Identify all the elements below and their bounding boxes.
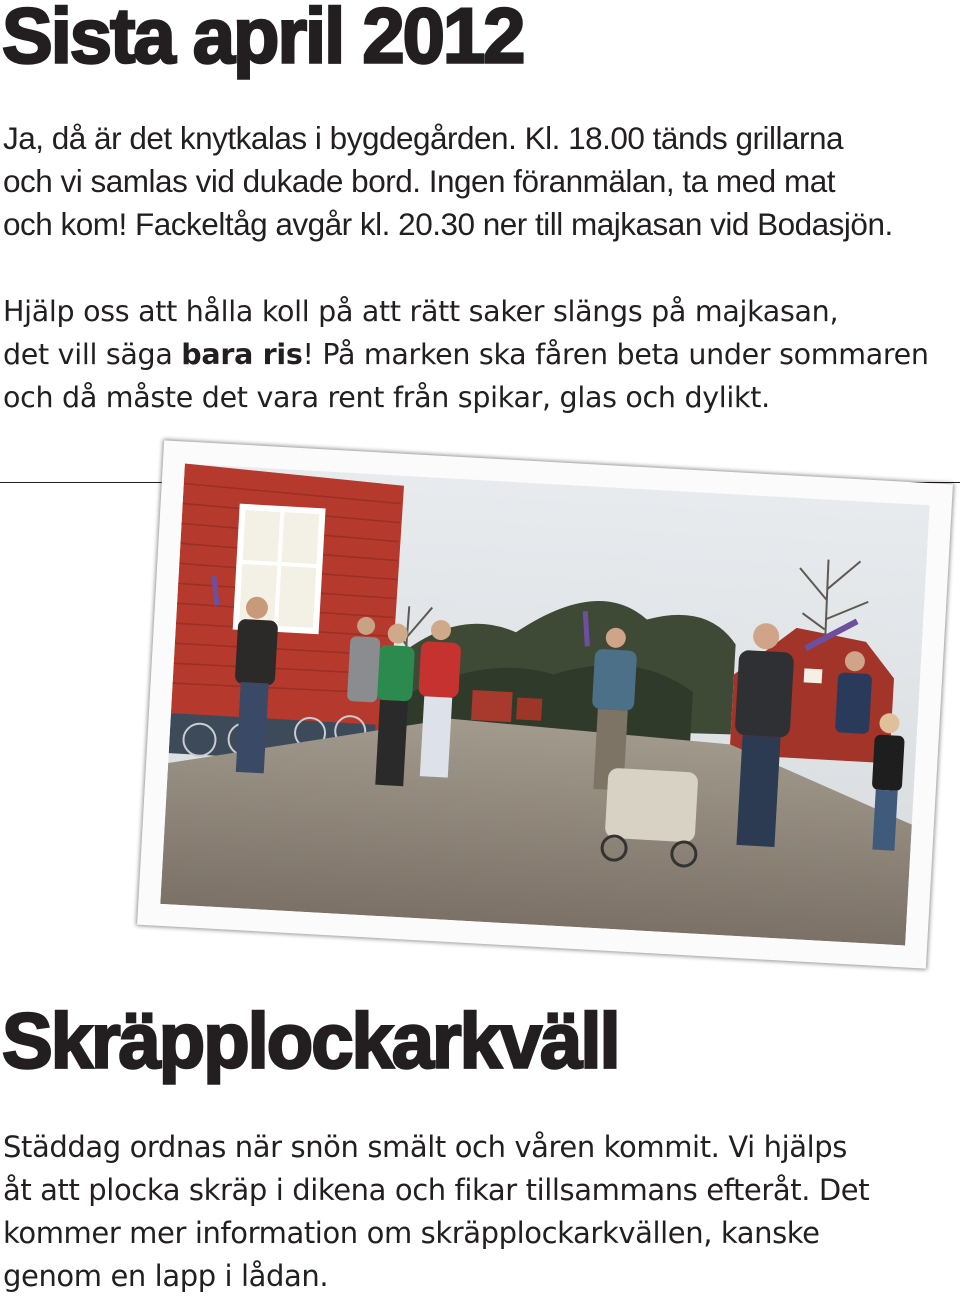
- torch-procession-photo: [160, 464, 929, 946]
- paragraph-line: [3, 333, 958, 376]
- emphasis-bara-ris: bara ris: [181, 338, 303, 371]
- paragraph-line: åt att plocka skräp i dikena och fikar tillsammans efteråt. Det: [3, 1173, 870, 1207]
- text-run: det vill säga: [3, 338, 182, 371]
- paragraph-line: och då måste det vara rent från spikar, glas och dylikt.: [3, 381, 770, 414]
- paragraph-line: Städdag ordnas när snön smält och våren kommit. Vi hjälps: [3, 1130, 847, 1164]
- cleanup-paragraph: [3, 1126, 958, 1298]
- paragraph-line: Hjälp oss att hålla koll på att rätt saker slängs på majkasan,: [3, 295, 839, 328]
- paragraph-line: kommer mer information om skräpplockarkvällen, kanske: [3, 1216, 820, 1250]
- photo-frame: [137, 440, 953, 968]
- stroller: [605, 768, 699, 843]
- majkasan-paragraph: [3, 290, 958, 419]
- distant-house: [471, 690, 513, 722]
- text-run: ! På marken ska fåren beta under sommaren: [302, 338, 929, 371]
- section-title-skrapplockarkvall: Skräpplockarkväll: [2, 998, 619, 1085]
- section-title-sista-april: Sista april 2012: [2, 0, 524, 80]
- paragraph-line: genom en lapp i lådan.: [3, 1259, 329, 1293]
- paragraph-line: och vi samlas vid dukade bord. Ingen föranmälan, ta med mat: [3, 163, 835, 199]
- intro-paragraph: [3, 117, 958, 246]
- paragraph-line: Ja, då är det knytkalas i bygdegården. Kl. 18.00 tänds grillarna: [3, 120, 844, 156]
- paragraph-line: och kom! Fackeltåg avgår kl. 20.30 ner till majkasan vid Bodasjön.: [3, 206, 893, 242]
- distant-house: [516, 697, 542, 720]
